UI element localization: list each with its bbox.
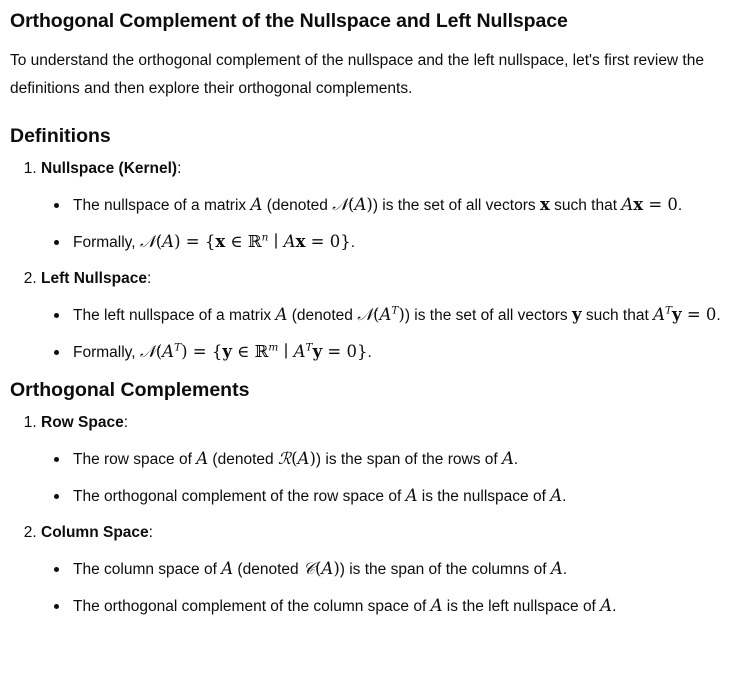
list-item: [73, 557, 740, 582]
column-space-definition-text: The column space of A (denoted 𝒞(A)) is the span of the columns of A.: [73, 559, 568, 578]
left-nullspace-formal-text: Formally, $𝒩(A^T) = \{y$ ∈ ℝ$^m$ ∣ $A^Ty = 0$}.: [73, 341, 372, 361]
list-item: [73, 447, 740, 472]
list-item: [73, 340, 740, 365]
left-nullspace-term: Left Nullspace: [41, 270, 147, 287]
page-title: Orthogonal Complement of the Nullspace and Left Nullspace: [10, 10, 568, 32]
list-item: [73, 193, 740, 218]
column-space-bullets: [41, 557, 740, 619]
document: [10, 8, 740, 631]
row-space-complement-text: The orthogonal complement of the row space of A is the nullspace of A.: [73, 486, 567, 505]
complement-item-row-space: 1. Row Space: The row space of A (denoted ℛ(A)) is the span of the rows of A. The orthogonal complement of the row space of A is the nullspace of A.: [41, 411, 740, 509]
column-space-complement-text: The orthogonal complement of the column space of A is the left nullspace of A.: [73, 596, 617, 615]
complement-item-column-space: 2. Column Space: The column space of A (denoted 𝒞(A)) is the span of the columns of A. The orthogonal complement of the column space of A is the left nullspace of A.: [41, 521, 740, 619]
row-space-bullets: [41, 447, 740, 509]
nullspace-definition-text: The nullspace of a matrix A (denoted 𝒩(A)) is the set of all vectors x such that Ax = 0.: [73, 195, 683, 214]
nullspace-term: Nullspace (Kernel): [41, 160, 178, 177]
definitions-section: [10, 123, 740, 365]
definition-item-left-nullspace: 2. Left Nullspace: The left nullspace of a matrix A (denoted $𝒩(A^T)$) is the set of all vectors y such that $A^Ty = 0$. Formally, $𝒩(A^T) = \{y$ ∈ ℝ$^m$ ∣ $A^Ty = 0$}.: [41, 267, 740, 365]
complements-heading: Orthogonal Complements: [10, 379, 250, 401]
definition-item-nullspace: 1. Nullspace (Kernel): The nullspace of a matrix A (denoted 𝒩(A)) is the set of all vectors x such that Ax = 0. Formally, 𝒩(A) = {x ∈ ℝ$^n$ ∣ Ax = 0}.: [41, 157, 740, 255]
nullspace-formal-text: Formally, 𝒩(A) = {x ∈ ℝ$^n$ ∣ Ax = 0}.: [73, 231, 356, 251]
list-item: [73, 303, 740, 328]
complements-list: [10, 411, 740, 619]
list-item: [73, 230, 740, 255]
complements-section: [10, 377, 740, 619]
intro-paragraph: To understand the orthogonal complement of the nullspace and the left nullspace, let's first review the definitions and then explore their orthogonal complements.: [10, 52, 704, 97]
nullspace-bullets: [41, 193, 740, 255]
left-nullspace-bullets: [41, 303, 740, 365]
list-item: [73, 594, 740, 619]
definitions-heading: Definitions: [10, 125, 111, 147]
list-item: [73, 484, 740, 509]
definitions-list: [10, 157, 740, 365]
row-space-term: Row Space: [41, 414, 124, 431]
left-nullspace-definition-text: The left nullspace of a matrix A (denoted $𝒩(A^T)$) is the set of all vectors y such that $A^Ty = 0$.: [73, 304, 721, 324]
column-space-term: Column Space: [41, 524, 149, 541]
row-space-definition-text: The row space of A (denoted ℛ(A)) is the span of the rows of A.: [73, 449, 519, 468]
